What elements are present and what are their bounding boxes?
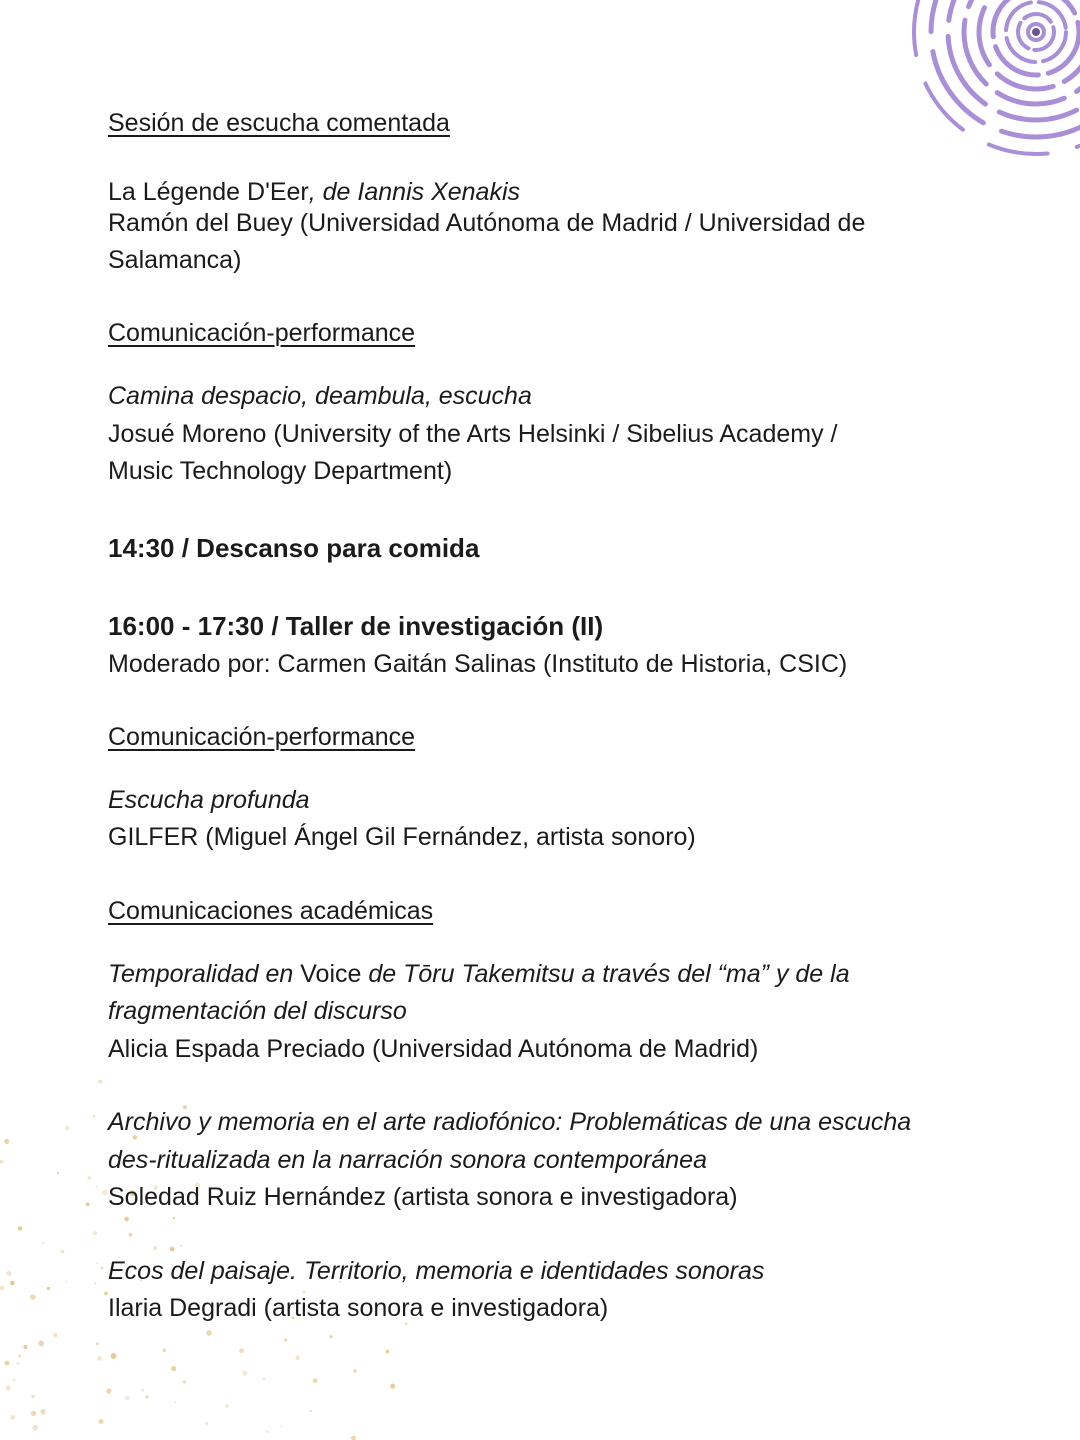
performance-heading-2: Comunicación-performance — [108, 723, 416, 751]
performance-title: Camina despacio, deambula, escucha — [108, 382, 532, 410]
workshop-time: 16:00 - 17:30 / Taller de investigación (II) — [108, 611, 604, 641]
session-presenter: Ramón del Buey (Universidad Autónoma de Madrid / Universidad de — [108, 209, 866, 237]
talk-title-3: Ecos del paisaje. Territorio, memoria e identidades sonoras — [108, 1257, 765, 1285]
talk-title-1b: Voice — [300, 960, 362, 988]
session-presenter-cont: Salamanca) — [108, 246, 242, 274]
talk-title-1-cont: fragmentación del discurso — [108, 997, 407, 1025]
performance-presenter-cont: Music Technology Department) — [108, 457, 453, 485]
talk-title-2: Archivo y memoria en el arte radiofónico: Problemáticas de una escucha — [108, 1108, 912, 1136]
performance-heading: Comunicación-performance — [108, 319, 416, 347]
academic-heading: Comunicaciones académicas — [108, 897, 434, 925]
work-composer: , de Iannis Xenakis — [308, 178, 521, 206]
talk-title-1a: Temporalidad en — [108, 960, 301, 988]
talk-presenter-3: Ilaria Degradi (artista sonora e investigadora) — [108, 1294, 609, 1322]
session-heading: Sesión de escucha comentada — [108, 109, 450, 137]
talk-title-1c: de Tōru Takemitsu a través del “ma” y de la — [361, 960, 850, 988]
performance-presenter: Josué Moreno (University of the Arts Helsinki / Sibelius Academy / — [108, 420, 838, 448]
workshop-moderator: Moderado por: Carmen Gaitán Salinas (Instituto de Historia, CSIC) — [108, 650, 848, 678]
break-time: 14:30 / Descanso para comida — [108, 533, 480, 563]
talk-presenter-2: Soledad Ruiz Hernández (artista sonora e investigadora) — [108, 1183, 738, 1211]
work-title: La Légende D'Eer — [108, 178, 309, 206]
performance-title-2: Escucha profunda — [108, 786, 310, 814]
talk-title-1 — [108, 956, 850, 993]
talk-presenter-1: Alicia Espada Preciado (Universidad Autónoma de Madrid) — [108, 1035, 759, 1063]
ripple-rings-icon — [870, 0, 1080, 180]
performance-presenter-2: GILFER (Miguel Ángel Gil Fernández, artista sonoro) — [108, 823, 696, 851]
talk-title-2-cont: des-ritualizada en la narración sonora contemporánea — [108, 1146, 707, 1174]
